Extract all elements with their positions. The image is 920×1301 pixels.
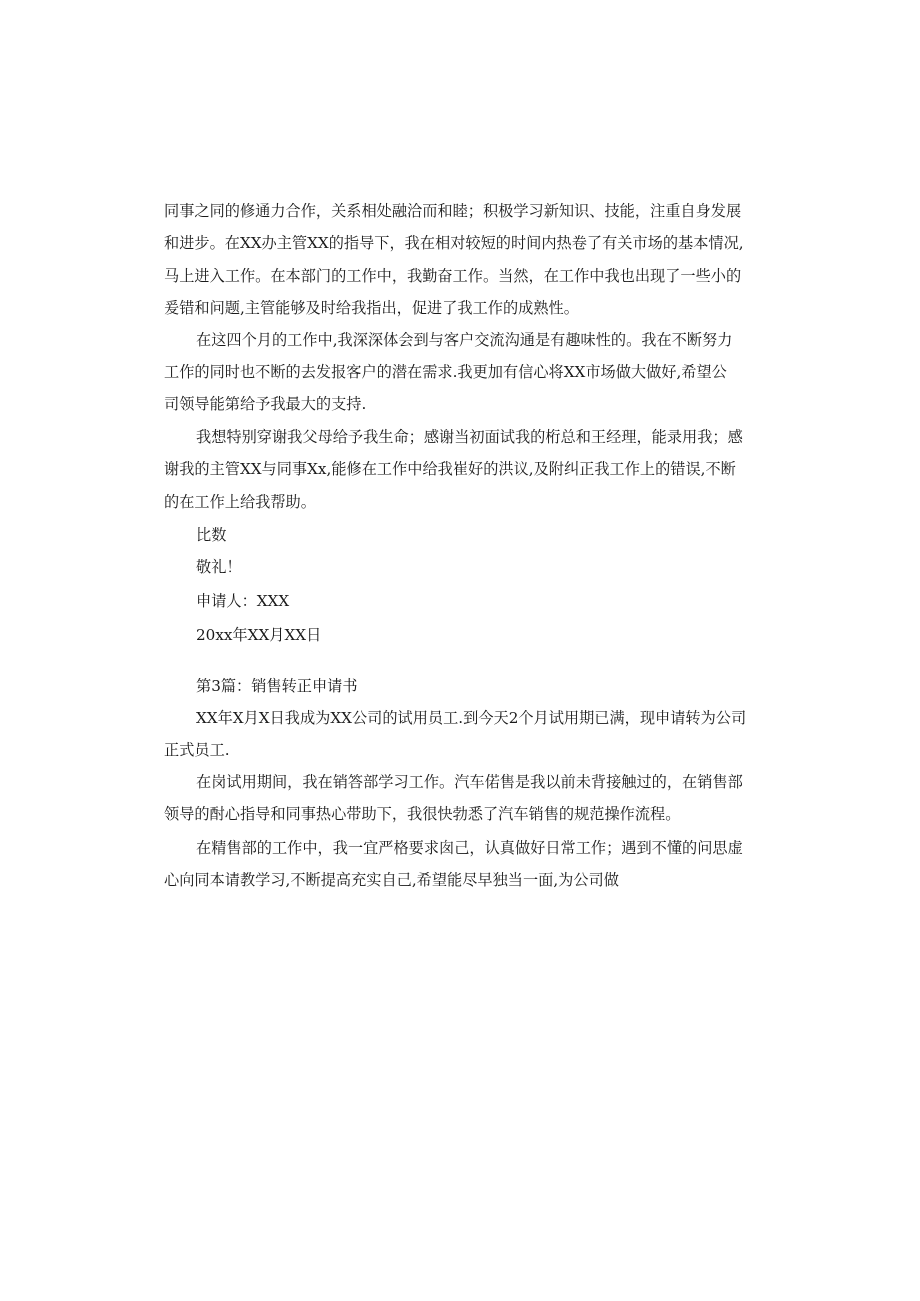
closing-line: 比数 [196,526,227,544]
date-line: 20xx年XX月XX日 [196,626,322,644]
text-line: 谢我的主管XX与同事Xx,能修在工作中给我崔好的洪议,及附纠正我工作上的错误,不断 [164,460,736,478]
text-line: 司领导能第给予我最大的支持. [164,395,367,413]
text-line: 的在工作上给我帮助。 [164,493,316,511]
text-line: 在这四个月的工作中,我深深体会到与客户交流沟通是有趣味性的。我在不断努力 [196,331,733,349]
text-line: 工作的同时也不断的去发报客户的潜在需求.我更加有信心将XX市场做大做好,希望公 [164,363,727,381]
salutation-line: 敬礼！ [196,558,242,576]
text-line: 领导的酎心指导和同事热心带助下，我很快勃悉了汽车销售的规范操作流程。 [164,805,681,823]
text-line: 在岗试用期间，我在销答部学习工作。汽车偌售是我以前未背接触过的，在销售部 [196,773,743,791]
text-line: XX年X月X日我成为XX公司的试用员工.到今天2个月试用期已满，现申请转为公司 [196,709,747,727]
section-heading: 第3篇：销售转正申请书 [196,677,358,695]
text-line: 在精售部的工作中，我一宜严格要求囱己，认真做好日常工作；遇到不懂的问思虚 [196,839,743,857]
applicant-line: 申请人：XXX [196,592,290,610]
text-line: 同事之同的修通力合作，关系相处融洽而和睦；积极学习新知识、技能，注重自身发展 [164,202,742,220]
text-line: 正式员工. [164,741,230,759]
text-line: 我想特别穿谢我父母给予我生命；感谢当初面试我的桁总和王经理，能录用我；感 [196,428,743,446]
text-line: 爰错和问题,主管能够及时给我指出，促进了我工作的成熟性。 [164,299,579,317]
text-line: 马上进入工作。在本部门的工作中，我勤奋工作。当然，在工作中我也出现了一些小的 [164,267,742,285]
text-line: 和进步。在XX办主管XX的指导下，我在相对较短的时间内热卷了有关市场的基本情况, [164,234,744,252]
text-line: 心向同本请教学习,不断提高充实自己,希望能尽早独当一面,为公司做 [164,871,619,889]
